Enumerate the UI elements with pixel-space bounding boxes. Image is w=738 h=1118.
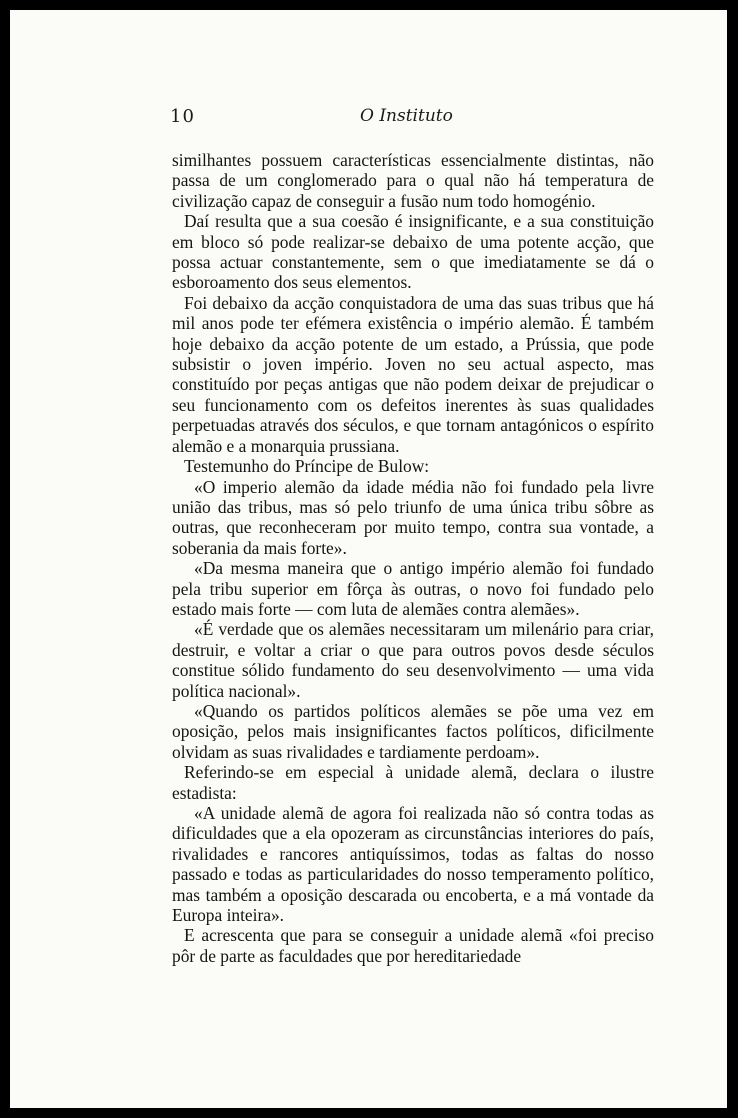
paragraph-3: Foi debaixo da acção conquistadora de uma das suas tribus que há mil anos pode ter efémera existência o império alemão. É também hoje debaixo da acção potente de um estado, a Prússia, que pode subsistir o joven império. Joven no seu actual aspecto, mas constituído por peças antigas que não podem deixar de prejudicar o seu funcionamento com os defeitos inerentes às suas qualidades perpetuadas através dos séculos, e que tornam antagónicos o espírito alemão e a monarquia prussiana. xyxy=(172,292,654,456)
page-header xyxy=(170,106,652,130)
paragraph-4: Testemunho do Príncipe de Bulow: xyxy=(184,456,430,477)
paragraph-6: E acrescenta que para se conseguir a unidade alemã «foi preciso pôr de parte as faculdades que por hereditariedade xyxy=(172,925,654,966)
running-title: O Instituto xyxy=(360,106,453,126)
book-page xyxy=(10,10,727,1108)
body-text xyxy=(172,150,654,966)
paragraph-2: Daí resulta que a sua coesão é insignificante, e a sua constituição em bloco só pode realizar-se debaixo de uma potente acção, que possa actuar constantemente, sem o que imediatamente se dá o esboroamento dos seus elementos. xyxy=(172,211,654,293)
quote-4: «Quando os partidos políticos alemães se põe uma vez em oposição, pelos mais insignificantes factos políticos, dificilmente olvidam as suas rivalidades e tardiamente perdoam». xyxy=(172,700,654,762)
quote-3: «É verdade que os alemães necessitaram um milenário para criar, destruir, e voltar a criar o que para outros povos desde séculos constitue sólido fundamento do seu desenvolvimento — uma vida política nacional». xyxy=(172,619,654,701)
paragraph-1: similhantes possuem características essencialmente distintas, não passa de um conglomerado para o qual não há temperatura de civilização capaz de conseguir a fusão num todo homogénio. xyxy=(172,150,654,211)
paragraph-5: Referindo-se em especial à unidade alemã, declara o ilustre estadista: xyxy=(172,762,654,803)
page-number: 10 xyxy=(170,106,195,127)
quote-2: «Da mesma maneira que o antigo império alemão foi fundado pela tribu superior em fôrça às outras, o novo foi fundado pelo estado mais forte — com luta de alemães contra alemães». xyxy=(172,558,654,619)
quote-1: «O imperio alemão da idade média não foi fundado pela livre união das tribus, mas só pelo triunfo de uma única tribu sôbre as outras, que reconheceram por muito tempo, contra sua vontade, a soberania da mais forte». xyxy=(172,476,654,558)
quote-5: «A unidade alemã de agora foi realizada não só contra todas as dificuldades que a ela opozeram as circunstâncias interiores do país, rivalidades e rancores antiquíssimos, todas as faltas do nosso passado e todas as particularidades do nosso temperamento político, mas também a oposição descarada ou encoberta, e a má vontade da Europa inteira». xyxy=(172,803,654,926)
